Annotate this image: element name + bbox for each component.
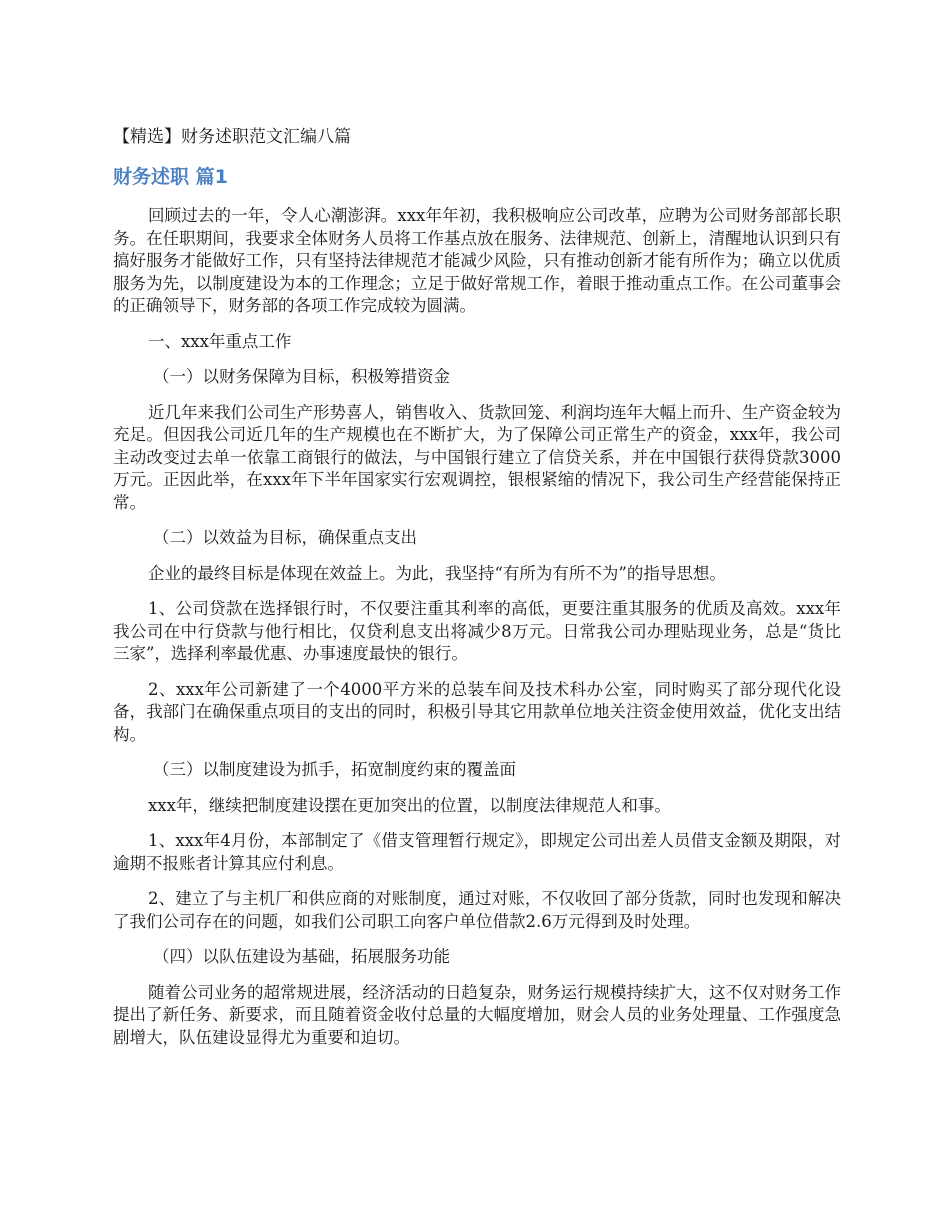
paragraph-efficiency-goal: 企业的最终目标是体现在效益上。为此，我坚持“有所为有所不为”的指导思想。 [148, 563, 726, 583]
paragraph-fundraising: 近几年来我们公司生产形势喜人，销售收入、货款回笼、利润均连年大幅上而升、生产资金较为充足。但因我公司近几年的生产规模也在不断扩大，为了保障公司正常生产的资金，xxx年，我公司主动改变过去单一依靠工商银行的做法，与中国银行建立了信贷关系，并在中国银行获得贷款3000万元。正因此举，在xxx年下半年国家实行宏观调控，银根紧缩的情况下，我公司生产经营能保持正常。 [113, 402, 841, 512]
paragraph-intro: 回顾过去的一年，令人心潮澎湃。xxx年年初，我积极响应公司改革，应聘为公司财务部部长职务。在任职期间，我要求全体财务人员将工作基点放在服务、法律规范、创新上，清醒地认识到只有搞好服务才能做好工作，只有坚持法律规范才能减少风险，只有推动创新才能有所作为；确立以优质服务为先，以制度建设为本的工作理念；立足于做好常规工作，着眼于推动重点工作。在公司董事会的正确领导下，财务部的各项工作完成较为圆满。 [113, 206, 841, 315]
document-page [113, 125, 841, 1062]
paragraph-loan-regulation: 1、xxx年4月份，本部制定了《借支管理暂行规定》，即规定公司出差人员借支金额及期限，对逾期不报账者计算其应付利息。 [113, 831, 841, 873]
paragraph-team-importance: 随着公司业务的超常规进展，经济活动的日趋复杂，财务运行规模持续扩大，这不仅对财务工作提出了新任务、新要求，而且随着资金收付总量的大幅度增加，财会人员的业务处理量、工作强度急剧增大，队伍建设显得尤为重要和迫切。 [113, 982, 841, 1047]
section-heading: 财务述职 篇1 [113, 166, 228, 188]
subheading-system-building: （三）以制度建设为抓手，拓宽制度约束的覆盖面 [153, 760, 516, 779]
subheading-fundraising: （一）以财务保障为目标，积极筹措资金 [153, 367, 450, 386]
paragraph-system-priority: xxx年，继续把制度建设摆在更加突出的位置，以制度法律规范人和事。 [148, 795, 671, 815]
paragraph-new-workshop: 2、xxx年公司新建了一个4000平方米的总装车间及技术科办公室，同时购买了部分现代化设备，我部门在确保重点项目的支出的同时，积极引导其它用款单位地关注资金使用效益，优化支出结构。 [113, 679, 841, 744]
heading-key-work: 一、xxx年重点工作 [148, 331, 292, 351]
document-title: 【精选】财务述职范文汇编八篇 [113, 127, 351, 147]
subheading-key-expenditure: （二）以效益为目标，确保重点支出 [153, 528, 417, 547]
paragraph-reconciliation: 2、建立了与主机厂和供应商的对账制度，通过对账，不仅收回了部分货款，同时也发现和解决了我们公司存在的问题，如我们公司职工向客户单位借款2.6万元得到及时处理。 [113, 889, 841, 931]
paragraph-bank-loans: 1、公司贷款在选择银行时，不仅要注重其利率的高低，更要注重其服务的优质及高效。xxx年我公司在中行贷款与他行相比，仅贷利息支出将减少8万元。日常我公司办理贴现业务，总是“货比三家”，选择利率最优惠、办事速度最快的银行。 [113, 599, 841, 663]
subheading-team-building: （四）以队伍建设为基础，拓展服务功能 [153, 947, 450, 966]
